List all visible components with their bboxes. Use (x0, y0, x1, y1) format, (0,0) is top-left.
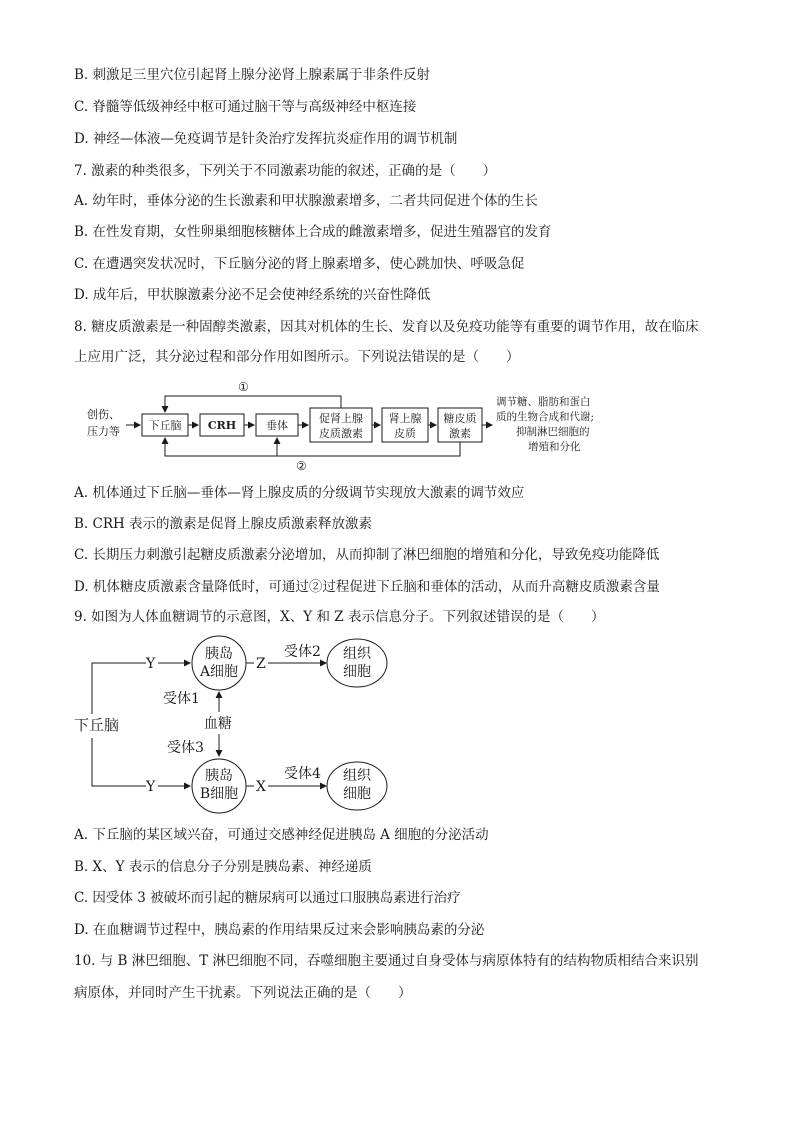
option-8a: A. 机体通过下丘脑—垂体—肾上腺皮质的分级调节实现放大激素的调节效应 (74, 485, 525, 501)
option-9d: D. 在血糖调节过程中，胰岛素的作用结果反过来会影响胰岛素的分泌 (74, 922, 485, 938)
effect-text-3: 抑制淋巴细胞的 (516, 426, 590, 438)
islet-b-label-1: 胰岛 (205, 768, 233, 784)
question-8-stem-line1: 8. 糖皮质激素是一种固醇类激素，因其对机体的生长、发育以及免疫功能等有重要的调节作用，故在临床 (74, 319, 699, 335)
effect-text-4: 增殖和分化 (528, 441, 581, 453)
islet-b-label-2: B细胞 (199, 786, 239, 802)
feedback-path-2 (165, 438, 460, 456)
glucocorticoid-label-1: 糖皮质 (443, 412, 477, 425)
tissue-top-label-2: 细胞 (343, 664, 371, 680)
signal-x: X (256, 779, 266, 795)
effect-text-2: 质的生物合成和代谢; (496, 411, 595, 423)
crh-label: CRH (207, 419, 237, 432)
tissue-bottom-label-1: 组织 (343, 768, 371, 784)
question-7-stem: 7. 激素的种类很多，下列关于不同激素功能的叙述，正确的是（ ） (74, 163, 497, 179)
option-8c: C. 长期压力刺激引起糖皮质激素分泌增加，从而抑制了淋巴细胞的增殖和分化，导致免疫功能降低 (74, 547, 660, 563)
islet-a-label-1: 胰岛 (205, 646, 233, 662)
option-9a: A. 下丘脑的某区域兴奋，可通过交感神经促进胰岛 A 细胞的分泌活动 (74, 827, 489, 843)
acth-label-1: 促肾上腺 (319, 412, 363, 425)
option-8b: B. CRH 表示的激素是促肾上腺皮质激素释放激素 (74, 516, 373, 532)
option-9b: B. X、Y 表示的信息分子分别是胰岛素、神经递质 (74, 859, 372, 875)
feedback-label-2: ② (296, 459, 307, 473)
adrenal-cortex-label-1: 肾上腺 (388, 412, 422, 425)
effect-text-1: 调节糖、脂肪和蛋白 (496, 396, 591, 408)
glucocorticoid-label-2: 激素 (449, 427, 471, 440)
option-6c: C. 脊髓等低级神经中枢可通过脑干等与高级神经中枢连接 (74, 99, 417, 115)
option-6d: D. 神经—体液—免疫调节是针灸治疗发挥抗炎症作用的调节机制 (74, 131, 458, 147)
question-10-stem-line1: 10. 与 B 淋巴细胞、T 淋巴细胞不同，吞噬细胞主要通过自身受体与病原体特有的结构物质相结合来识别 (74, 953, 699, 969)
tissue-top-label-1: 组织 (343, 646, 371, 662)
option-7d: D. 成年后，甲状腺激素分泌不足会使神经系统的兴奋性降低 (74, 287, 431, 303)
option-7b: B. 在性发育期，女性卵巢细胞核糖体上合成的雌激素增多，促进生殖器官的发育 (74, 224, 552, 240)
receptor-4-label: 受体4 (284, 766, 321, 782)
question-8-stem-line2: 上应用广泛，其分泌过程和部分作用如图所示。下列说法错误的是（ ） (74, 349, 520, 365)
adrenal-cortex-label-2: 皮质 (394, 427, 416, 440)
neural-path-bottom (92, 738, 146, 786)
option-8d: D. 机体糖皮质激素含量降低时，可通过②过程促进下丘脑和垂体的活动，从而升高糖皮质激素含量 (74, 579, 660, 595)
tissue-bottom-label-2: 细胞 (343, 786, 371, 802)
neural-path (92, 663, 146, 714)
blood-sugar-figure (70, 634, 400, 814)
receptor-2-label: 受体2 (284, 644, 321, 660)
signal-y-top: Y (146, 656, 156, 672)
feedback-label-1: ① (238, 380, 249, 394)
question-9-stem: 9. 如图为人体血糖调节的示意图，X、Y 和 Z 表示信息分子。下列叙述错误的是（ ） (74, 609, 605, 625)
option-7c: C. 在遭遇突发状况时，下丘脑分泌的肾上腺素增多，使心跳加快、呼吸急促 (74, 256, 525, 272)
option-7a: A. 幼年时，垂体分泌的生长激素和甲状腺激素增多，二者共同促进个体的生长 (74, 193, 538, 209)
signal-y-bottom: Y (146, 779, 156, 795)
feedback-path-1 (165, 396, 341, 412)
hypothalamus-label: 下丘脑 (148, 419, 182, 432)
stimulus-label: 创伤、 (87, 408, 120, 421)
islet-a-label-2: A细胞 (199, 664, 239, 680)
acth-label-2: 皮质激素 (319, 427, 363, 440)
receptor-1-label: 受体1 (163, 691, 200, 707)
receptor-3-label: 受体3 (167, 740, 204, 756)
option-9c: C. 因受体 3 被破坏而引起的糖尿病可以通过口服胰岛素进行治疗 (74, 890, 461, 906)
stimulus-label-2: 压力等 (87, 425, 120, 438)
islet-a-cell (192, 636, 246, 690)
question-10-stem-line2: 病原体，并同时产生干扰素。下列说法正确的是（ ） (74, 985, 412, 1001)
hypothalamus-label: 下丘脑 (74, 716, 120, 734)
option-6b: B. 刺激足三里穴位引起肾上腺分泌肾上腺素属于非条件反射 (74, 67, 431, 83)
pituitary-label: 垂体 (266, 419, 288, 432)
hpa-axis-figure (80, 374, 640, 474)
blood-sugar-label: 血糖 (204, 716, 232, 732)
signal-z: Z (256, 656, 266, 672)
